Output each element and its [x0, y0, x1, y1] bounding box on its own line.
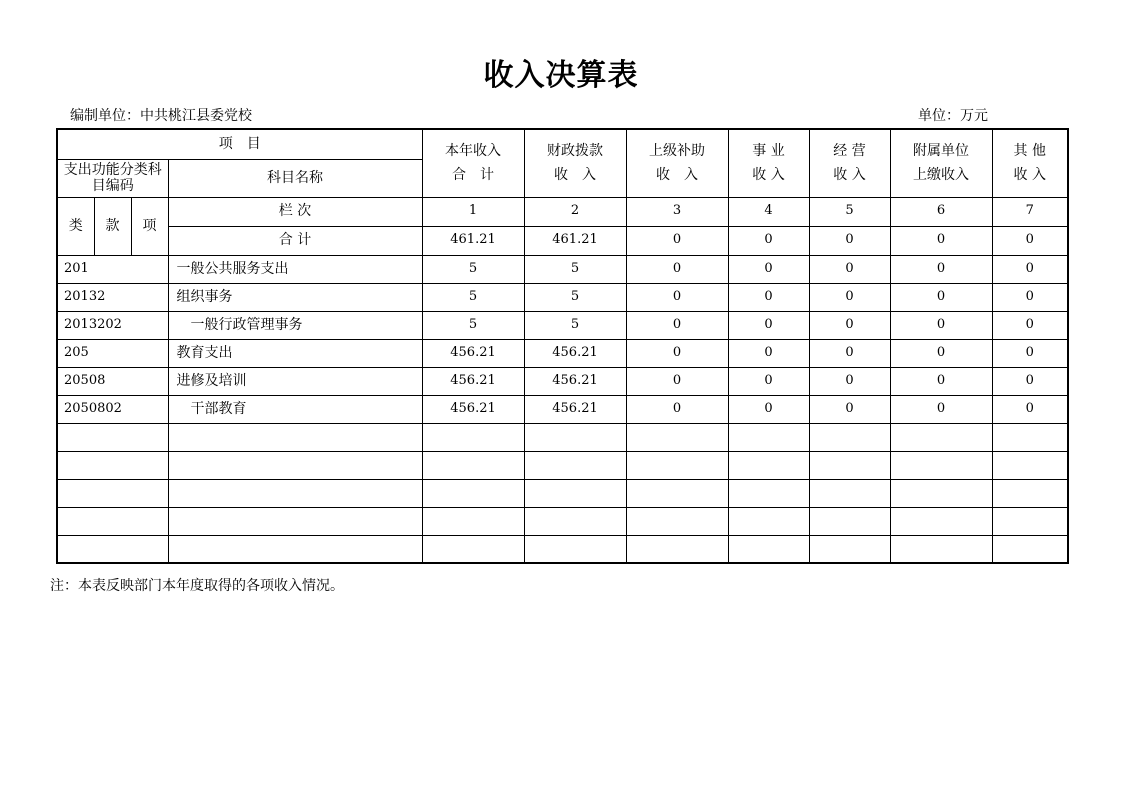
table-row [57, 283, 1068, 311]
col-header: 本年收入 合 计 [422, 129, 524, 197]
row-value: 456.21 [524, 395, 626, 423]
row-value: 0 [890, 311, 992, 339]
col-header: 财政拨款 收 入 [524, 129, 626, 197]
row-value: 5 [422, 311, 524, 339]
col-number-label: 栏 次 [168, 197, 422, 226]
row-value: 456.21 [422, 367, 524, 395]
header-kuan: 款 [94, 197, 131, 255]
col-header: 上级补助 收 入 [626, 129, 728, 197]
col-header: 事 业 收 入 [728, 129, 809, 197]
row-value: 0 [626, 339, 728, 367]
row-value: 5 [524, 255, 626, 283]
col-number: 3 [626, 197, 728, 226]
row-value: 0 [626, 367, 728, 395]
row-value: 456.21 [422, 395, 524, 423]
row-code: 2050802 [57, 395, 168, 423]
row-name: 一般公共服务支出 [168, 255, 422, 283]
row-value: 0 [890, 367, 992, 395]
header-xiang: 项 [131, 197, 168, 255]
empty-row [57, 479, 1068, 507]
footnote: 注：本表反映部门本年度取得的各项收入情况。 [50, 578, 344, 594]
row-value: 456.21 [524, 339, 626, 367]
table-row [57, 311, 1068, 339]
row-code: 205 [57, 339, 168, 367]
row-value: 5 [524, 311, 626, 339]
col-number: 7 [992, 197, 1068, 226]
row-value: 456.21 [524, 367, 626, 395]
row-name: 进修及培训 [168, 367, 422, 395]
row-code: 20132 [57, 283, 168, 311]
empty-row [57, 451, 1068, 479]
row-value: 5 [524, 283, 626, 311]
row-value: 0 [809, 283, 890, 311]
row-value: 0 [626, 395, 728, 423]
total-value: 0 [728, 226, 809, 255]
income-table [56, 128, 1069, 564]
header-item: 项 目 [57, 129, 422, 159]
col-number: 6 [890, 197, 992, 226]
header-lei: 类 [57, 197, 94, 255]
row-value: 0 [992, 395, 1068, 423]
table-row [57, 255, 1068, 283]
row-value: 0 [728, 255, 809, 283]
header-subject-name: 科目名称 [168, 159, 422, 197]
row-value: 0 [809, 311, 890, 339]
row-value: 0 [728, 367, 809, 395]
page-title: 收入决算表 [483, 58, 639, 93]
row-value: 0 [992, 311, 1068, 339]
total-label: 合 计 [168, 226, 422, 255]
row-value: 456.21 [422, 339, 524, 367]
table-row [57, 395, 1068, 423]
row-code: 20508 [57, 367, 168, 395]
empty-row [57, 423, 1068, 451]
row-value: 0 [809, 339, 890, 367]
row-value: 0 [992, 367, 1068, 395]
row-value: 0 [992, 255, 1068, 283]
empty-row [57, 535, 1068, 563]
col-number: 1 [422, 197, 524, 226]
row-value: 0 [728, 283, 809, 311]
row-value: 0 [809, 367, 890, 395]
currency-unit: 单位：万元 [918, 108, 988, 124]
row-name: 干部教育 [168, 395, 422, 423]
row-code: 201 [57, 255, 168, 283]
row-value: 0 [992, 283, 1068, 311]
col-header: 经 营 收 入 [809, 129, 890, 197]
row-value: 0 [809, 395, 890, 423]
table-row [57, 339, 1068, 367]
row-value: 0 [626, 311, 728, 339]
row-value: 0 [890, 395, 992, 423]
row-value: 0 [728, 395, 809, 423]
row-value: 0 [728, 311, 809, 339]
row-name: 组织事务 [168, 283, 422, 311]
row-value: 0 [626, 255, 728, 283]
row-value: 0 [626, 283, 728, 311]
total-value: 0 [809, 226, 890, 255]
row-name: 一般行政管理事务 [168, 311, 422, 339]
col-header: 其 他 收 入 [992, 129, 1068, 197]
row-value: 0 [992, 339, 1068, 367]
total-value: 461.21 [422, 226, 524, 255]
total-value: 0 [890, 226, 992, 255]
row-value: 5 [422, 283, 524, 311]
row-value: 0 [728, 339, 809, 367]
row-value: 0 [890, 283, 992, 311]
compiling-unit: 编制单位：中共桃江县委党校 [70, 108, 252, 124]
col-number: 2 [524, 197, 626, 226]
col-number: 4 [728, 197, 809, 226]
empty-row [57, 507, 1068, 535]
row-value: 0 [890, 339, 992, 367]
row-value: 5 [422, 255, 524, 283]
col-number: 5 [809, 197, 890, 226]
header-func-code: 支出功能分类科目编码 [57, 159, 168, 197]
col-header: 附属单位 上缴收入 [890, 129, 992, 197]
total-value: 0 [626, 226, 728, 255]
row-code: 2013202 [57, 311, 168, 339]
row-value: 0 [890, 255, 992, 283]
row-name: 教育支出 [168, 339, 422, 367]
table-row [57, 367, 1068, 395]
row-value: 0 [809, 255, 890, 283]
total-value: 0 [992, 226, 1068, 255]
total-value: 461.21 [524, 226, 626, 255]
